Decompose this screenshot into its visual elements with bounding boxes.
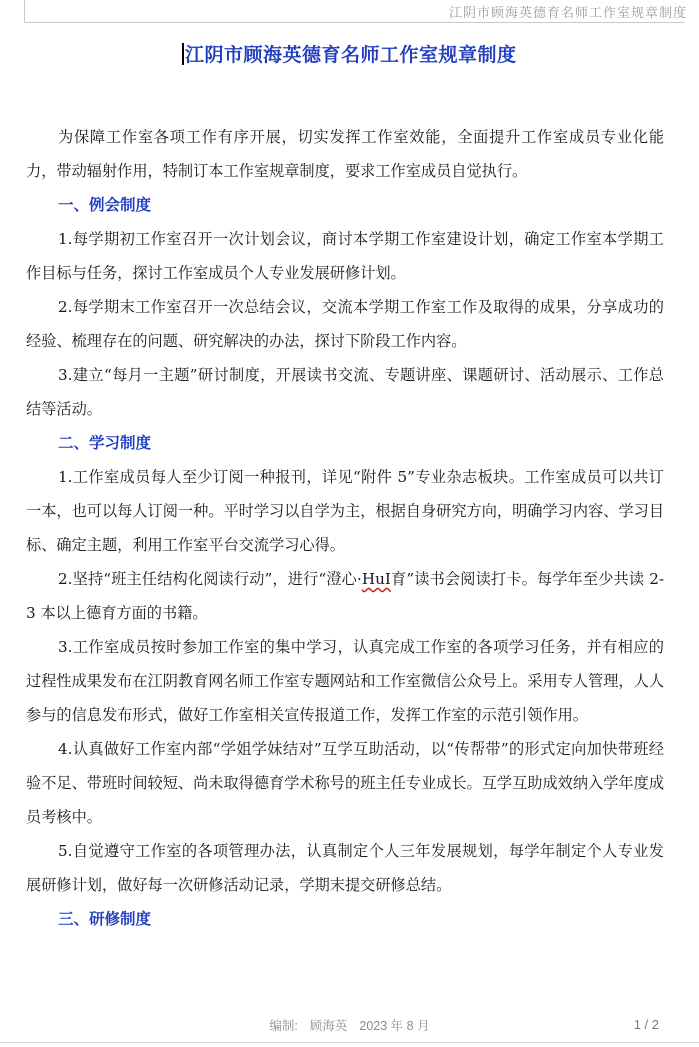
footer-editor-name: 顾海英 bbox=[309, 1019, 348, 1033]
section-heading-research: 三、研修制度 bbox=[58, 909, 152, 928]
list-item: 1.工作室成员每人至少订阅一种报刊，详见“附件 5”专业杂志板块。工作室成员可以共订一本，也可以每人订阅一种。平时学习以自学为主，根据自身研究方向，明确学习内容、学习目标、确定主题，利用工作室平台交流学习心得。 bbox=[26, 468, 664, 554]
list-item: 3.建立“每月一主题”研讨制度，开展读书交流、专题讲座、课题研讨、活动展示、工作总结等活动。 bbox=[26, 366, 664, 418]
text-cursor bbox=[182, 43, 184, 65]
header-rule bbox=[24, 22, 684, 23]
list-item: 1.每学期初工作室召开一次计划会议，商讨本学期工作室建设计划，确定工作室本学期工作目标与任务，探讨工作室成员个人专业发展研修计划。 bbox=[26, 230, 664, 282]
list-item: 5.自觉遵守工作室的各项管理办法，认真制定个人三年发展规划，每学年制定个人专业发展研修计划，做好每一次研修活动记录，学期末提交研修总结。 bbox=[26, 842, 664, 894]
page-title bbox=[0, 40, 699, 67]
list-item-text-after: 育”读书会阅读打卡。每学年至少共读 2-3 本以上德育方面的书籍。 bbox=[26, 570, 664, 622]
intro-paragraph: 为保障工作室各项工作有序开展，切实发挥工作室效能，全面提升工作室成员专业化能力，带动辐射作用，特制订本工作室规章制度，要求工作室成员自觉执行。 bbox=[26, 128, 664, 180]
list-item-text-before: 2.坚持“班主任结构化阅读行动”，进行“澄心· bbox=[58, 570, 362, 588]
footer-editor-label: 编制: bbox=[269, 1019, 298, 1033]
spellcheck-flagged-word[interactable]: HuI bbox=[361, 570, 391, 588]
list-item: 4.认真做好工作室内部“学姐学妹结对”互学互助活动，以“传帮带”的形式定向加快带班经验不足、带班时间较短、尚未取得德育学术称号的班主任专业成长。互学互助成效纳入学年度成员考核中。 bbox=[26, 740, 664, 826]
page-title-text: 江阴市顾海英德育名师工作室规章制度 bbox=[184, 44, 517, 66]
section-heading-meetings: 一、例会制度 bbox=[58, 195, 152, 214]
document-body[interactable] bbox=[26, 120, 664, 936]
page-bottom-edge bbox=[0, 1042, 699, 1043]
page-footer bbox=[0, 1016, 699, 1034]
page-corner-mark bbox=[24, 0, 25, 22]
footer-date: 2023 年 8 月 bbox=[359, 1019, 430, 1033]
page-number: 1 / 2 bbox=[633, 1017, 659, 1032]
list-item: 2.每学期末工作室召开一次总结会议，交流本学期工作室工作及取得的成果，分享成功的经验、梳理存在的问题、研究解决的办法，探讨下阶段工作内容。 bbox=[26, 298, 664, 350]
running-header: 江阴市顾海英德育名师工作室规章制度 bbox=[448, 6, 687, 21]
list-item bbox=[26, 562, 664, 630]
list-item: 3.工作室成员按时参加工作室的集中学习，认真完成工作室的各项学习任务，并有相应的过程性成果发布在江阴教育网名师工作室专题网站和工作室微信公众号上。采用专人管理，人人参与的信息发布形式，做好工作室相关宣传报道工作，发挥工作室的示范引领作用。 bbox=[26, 638, 664, 724]
section-heading-study: 二、学习制度 bbox=[58, 433, 152, 452]
